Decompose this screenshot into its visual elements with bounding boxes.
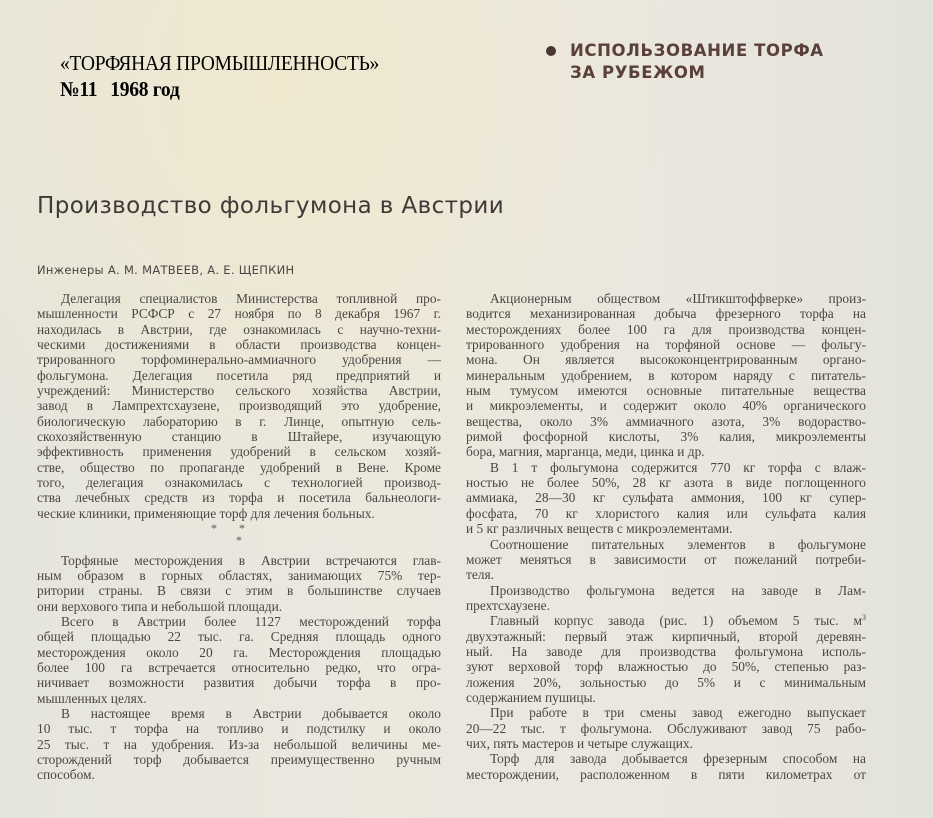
paragraph-main-building	[466, 613, 866, 705]
paragraph-composition	[466, 460, 866, 537]
text-line: трированного торфоминерально-аммиачного удобрения —	[37, 352, 441, 368]
text-line: более 100 га встречается относительно редко, что огра-	[37, 659, 441, 675]
text-line: общей площадью 22 тыс. га. Средняя площадь одного	[37, 629, 441, 645]
text-line	[466, 613, 866, 628]
paragraph-stickstoffwerke	[466, 291, 866, 460]
text-line: завод в Лампрехтсхаузене, производящий это удобрение,	[37, 398, 441, 414]
text-line: В 1 т фольгумона содержится 770 кг торфа с влаж-	[490, 459, 866, 475]
text-line: Акционерным обществом «Штикштоффверке» произ-	[490, 291, 866, 306]
issue-year: 1968 год	[110, 77, 180, 101]
paragraph-current-production	[37, 706, 441, 783]
text-line: способом.	[37, 767, 95, 783]
text-line: При работе в три смены завод ежегодно выпускает	[490, 705, 866, 721]
text-line: фольгумона. Делегация посетила ряд предприятий и	[37, 367, 441, 383]
text-line: ритории страны. В связи с этим в большинстве случаев	[37, 583, 441, 599]
journal-issue	[60, 76, 379, 102]
text-line: Соотношение питательных элементов в фольгумоне	[490, 536, 866, 552]
text-line: водится механизированная добыча фрезерного торфа на	[466, 306, 866, 322]
text-line: учреждений: Министерство сельского хозяйства Австрии,	[37, 383, 441, 399]
text-line: 25 тыс. т на удобрения. Из-за небольшой величины ме-	[37, 736, 441, 752]
text-line: месторождении, расположенном в пяти километрах от	[466, 766, 866, 782]
article-authors: Инженеры А. М. МАТВЕЕВ, А. Е. ЩЕПКИН	[37, 263, 295, 277]
text-line: стве, общество по пропаганде удобрений в Вене. Кроме	[37, 459, 441, 475]
journal-header	[60, 50, 403, 102]
text-line: аммиака, 28—30 кг сульфата аммония, 100 кг супер-	[466, 490, 866, 506]
text-line: ства лечебных средств из торфа и посетила бальнеологи-	[37, 490, 441, 506]
paragraph-output	[466, 705, 866, 751]
text-line: теля.	[466, 567, 494, 583]
text-line: Делегация специалистов Министерства топливной про-	[61, 291, 441, 306]
text-line: ложения 20%, зольностью до 5% и с минимальным	[466, 674, 866, 690]
text-line: двухэтажный: первый этаж кирпичный, второй деревян-	[466, 628, 866, 644]
text-line: В настоящее время в Австрии добывается около	[61, 705, 441, 721]
text-line: мышленных целях.	[37, 690, 147, 706]
paragraph-peat-source	[466, 751, 866, 782]
rubric-line-2: ЗА РУБЕЖОМ	[570, 63, 706, 82]
journal-title: «ТОРФЯНАЯ ПРОМЫШЛЕННОСТЬ»	[60, 51, 380, 75]
text-line: 20—22 тыс. т фольгумона. Обслуживают завод 75 рабо-	[466, 720, 866, 736]
text-line: фосфата, 70 кг хлористого калия или сульфата калия	[466, 505, 866, 521]
text-line: мона. Он является высококонцентрированным органо-	[466, 352, 866, 368]
left-column	[37, 291, 441, 783]
text-line: эффективность применения удобрений в сельском хозяй-	[37, 444, 441, 460]
text-line: того, делегация ознакомилась с технологией производ-	[37, 475, 441, 491]
paragraph-total-deposits	[37, 614, 441, 706]
rubric-line-1: ИСПОЛЬЗОВАНИЕ ТОРФА	[570, 41, 824, 60]
text-line: ным образом в горных областях, занимающих 75% тер-	[37, 567, 441, 583]
text-line: чих, пять мастеров и четыре служащих.	[466, 735, 693, 751]
text-line: они верхового типа и небольшой площади.	[37, 598, 283, 614]
text-line: ничивает возможности развития добычи торфа в про-	[37, 675, 441, 691]
text-line: Торф для завода добывается фрезерным способом на	[490, 751, 866, 767]
text-line: мышленности РСФСР с 27 ноября по 8 декабря 1967 г.	[37, 306, 441, 322]
paragraph-ratio	[466, 537, 866, 583]
text-line: содержанием пушицы.	[466, 689, 596, 705]
text-line: Производство фольгумона ведется на заводе в Лам-	[490, 582, 866, 598]
section-rubric	[548, 40, 824, 84]
text-line: Всего в Австрии более 1127 месторождений торфа	[61, 613, 441, 629]
text-line: ностью не более 50%, 28 кг азота в виде поглощенного	[466, 475, 866, 491]
text-line: римой фосфорной кислоты, 3% калия, микроэлементы	[466, 429, 866, 445]
text-line: 10 тыс. т торфа на топливо и подстилку и около	[37, 721, 441, 737]
paragraph-deposits	[37, 553, 441, 614]
text-line: зуют верховой торф влажностью до 50%, степенью раз-	[466, 659, 866, 675]
text-line: бора, магния, марганца, меди, цинка и др.	[466, 444, 705, 460]
section-separator-bottom: *	[236, 532, 242, 547]
text-line: скохозяйственную станцию в Штайере, изучающую	[37, 429, 441, 445]
text-line: находилась в Австрии, где ознакомилась с научно-техни-	[37, 321, 441, 337]
text-line: и микроэлементы, и содержит около 40% органического	[466, 398, 866, 414]
text-line: сторождений торф добывается преимущественно ручным	[37, 751, 441, 767]
paragraph-delegation	[37, 291, 441, 521]
text-line: месторождения около 20 га. Месторождения площадью	[37, 644, 441, 660]
text-line: трированного удобрения на торфяной основе — фольгу-	[466, 337, 866, 353]
superscript: 3	[862, 613, 866, 623]
issue-number: №11	[60, 77, 98, 101]
text-line: ческие клиники, применяющие торф для лечения больных.	[37, 505, 375, 521]
right-column	[466, 291, 866, 782]
text-line: вещества, около 3% аммиачного азота, 3% водораство-	[466, 413, 866, 429]
text-line: ческими достижениями в области производства концен-	[37, 337, 441, 353]
text-line: Торфяные месторождения в Австрии встречаются глав-	[61, 552, 441, 568]
bullet-icon	[546, 46, 556, 56]
text-line: ный. На заводе для производства фольгумона исполь-	[466, 643, 866, 659]
text-line: прехтсхаузене.	[466, 597, 550, 613]
section-separator: **	[211, 521, 267, 536]
text-line: может меняться в зависимости от пожеланий потреби-	[466, 551, 866, 567]
text-line: биологическую лабораторию в г. Линце, опытную сель-	[37, 413, 441, 429]
article-title: Производство фольгумона в Австрии	[37, 193, 505, 219]
text-line: месторождениях более 100 га для производства концен-	[466, 321, 866, 337]
text-line: и 5 кг различных веществ с микроэлементами.	[466, 521, 733, 537]
text-line: ным тумусом имеются основные питательные вещества	[466, 383, 866, 399]
text-segment: Главный корпус завода (рис. 1) объемом 5 тыс. м	[490, 613, 862, 629]
paragraph-production-site	[466, 583, 866, 614]
text-line: минеральным удобрением, в котором наряду с питатель-	[466, 367, 866, 383]
